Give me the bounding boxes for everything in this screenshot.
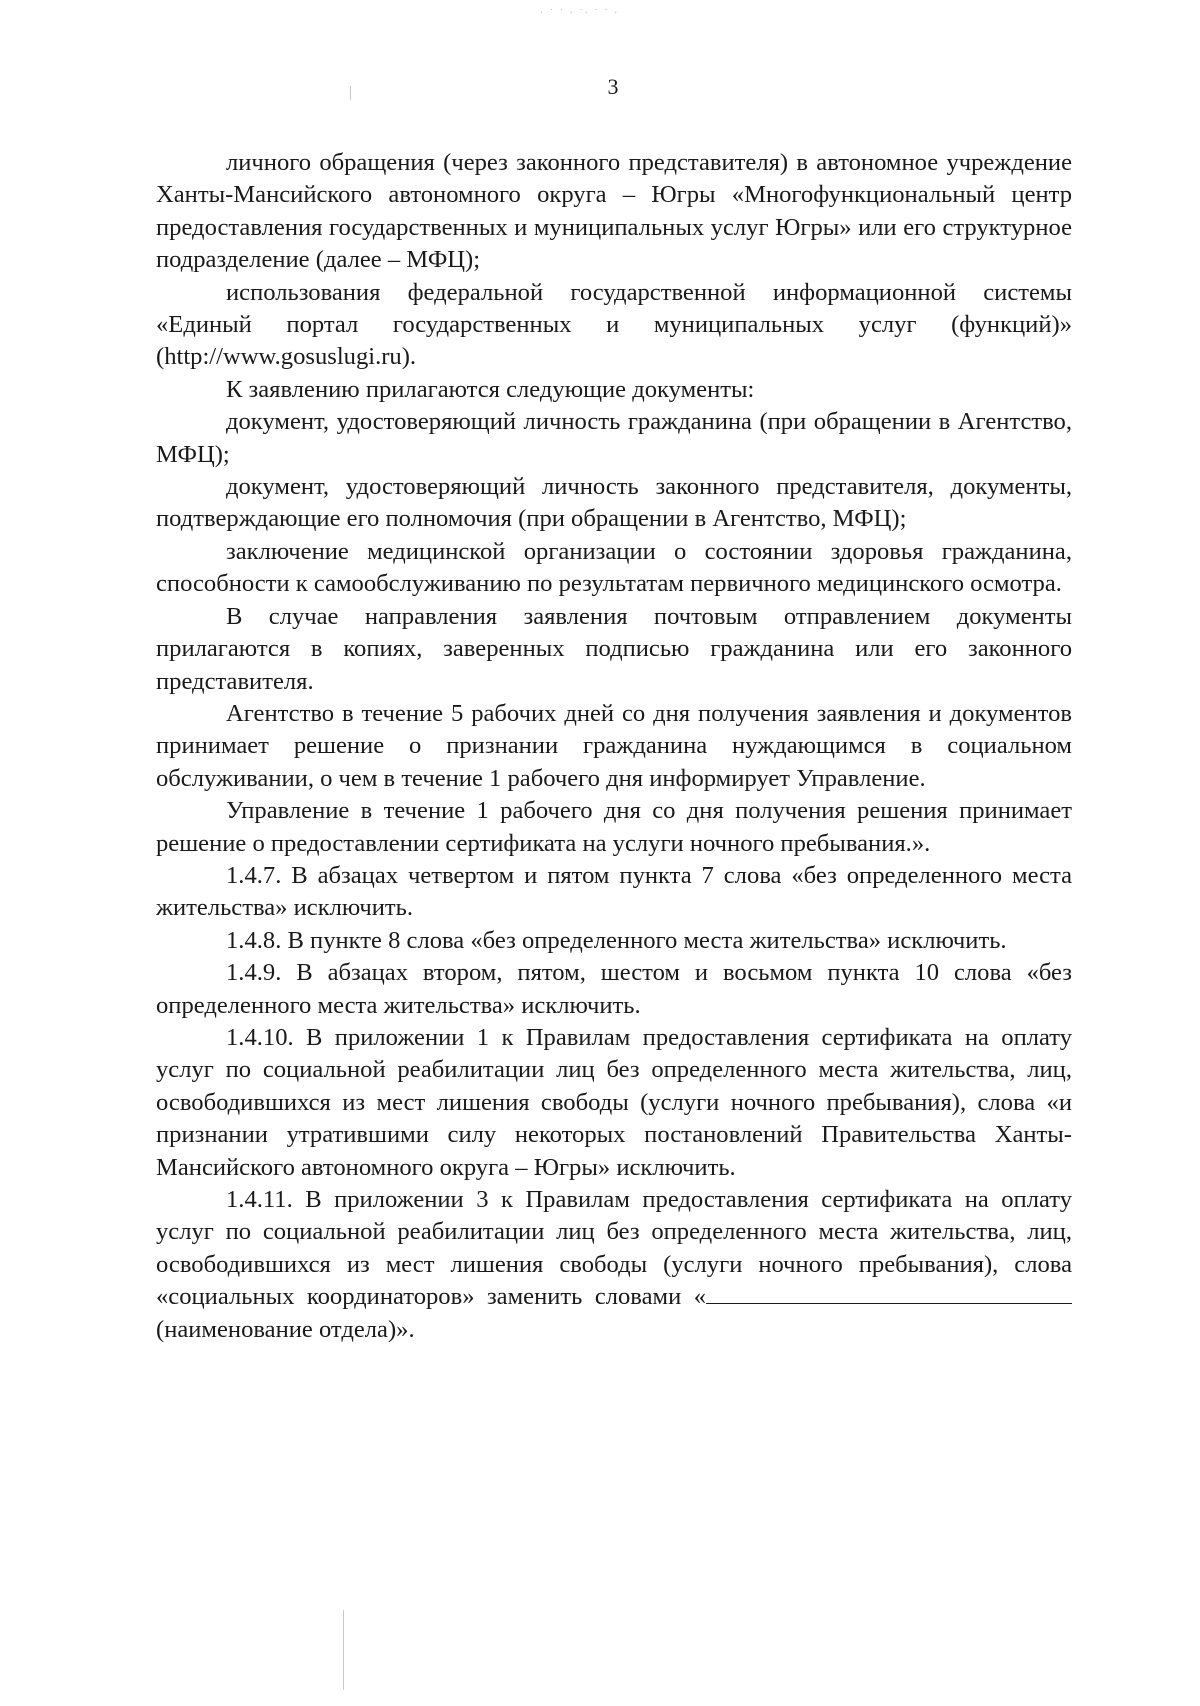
paragraph: 1.4.10. В приложении 1 к Правилам предоставления сертификата на оплату услуг по социальной реабилитации лиц без определенного места жительства, лиц, освободившихся из мест лишения свободы (услуги ночного пребывания), слова «и признании утратившими силу некоторых постановлений Правительства Ханты-Мансийского автономного округа – Югры» исключить. xyxy=(156,1023,1072,1181)
paragraph: личного обращения (через законного представителя) в автономное учреждение Ханты-Мансийского автономного округа – Югры «Многофункциональный центр предоставления государственных и муниципальных услуг Югры» или его структурное подразделение (далее – МФЦ); xyxy=(156,149,1072,274)
paragraph-with-blank xyxy=(156,1184,1072,1346)
paragraph: В случае направления заявления почтовым отправлением документы прилагаются в копиях, заверенных подписью гражданина или его законного представителя. xyxy=(156,602,1072,695)
paragraph: заключение медицинской организации о состоянии здоровья гражданина, способности к самообслуживанию по результатам первичного медицинского осмотра. xyxy=(156,537,1072,598)
paragraph: Управление в течение 1 рабочего дня со дня получения решения принимает решение о предоставлении сертификата на услуги ночного пребывания.». xyxy=(156,797,1072,857)
paragraph: использования федеральной государственной информационной системы «Единый портал государственных и муниципальных услуг (функций)» (http://www.gosuslugi.ru). xyxy=(156,278,1072,371)
paragraph-text: 1.4.11. В приложении 3 к Правилам предоставления сертификата на оплату услуг по социальной реабилитации лиц без определенного места жительства, лиц, освободившихся из мест лишения свободы (услуги ночного пребывания), слова «социальных координаторов» заменить словами « xyxy=(156,1186,1072,1311)
page-number: 3 xyxy=(607,74,619,99)
paragraph: 1.4.8. В пункте 8 слова «без определенного места жительства» исключить. xyxy=(226,926,1007,954)
paragraph: Агентство в течение 5 рабочих дней со дня получения заявления и документов принимает решение о признании гражданина нуждающимся в социальном обслуживании, о чем в течение 1 рабочего дня информирует Управление. xyxy=(156,699,1072,792)
paragraph: документ, удостоверяющий личность законного представителя, документы, подтверждающие его полномочия (при обращении в Агентство, МФЦ); xyxy=(156,473,1072,533)
paragraph: 1.4.9. В абзацах втором, пятом, шестом и восьмом пункта 10 слова «без определенного места жительства» исключить. xyxy=(156,959,1072,1019)
scan-margin-mark xyxy=(343,1610,344,1690)
fill-in-blank-line xyxy=(706,1281,1072,1304)
paragraph: 1.4.7. В абзацах четвертом и пятом пункта 7 слова «без определенного места жительства» исключить. xyxy=(156,861,1072,922)
document-body xyxy=(156,147,1072,1346)
paragraph-text: (наименование отдела)». xyxy=(156,1315,415,1343)
scan-artifact: · ˙ ˙ · ˙· ˙ ˙ · xyxy=(540,8,620,19)
paragraph: К заявлению прилагаются следующие документы: xyxy=(226,375,755,403)
paragraph: документ, удостоверяющий личность гражданина (при обращении в Агентство, МФЦ); xyxy=(156,408,1072,468)
